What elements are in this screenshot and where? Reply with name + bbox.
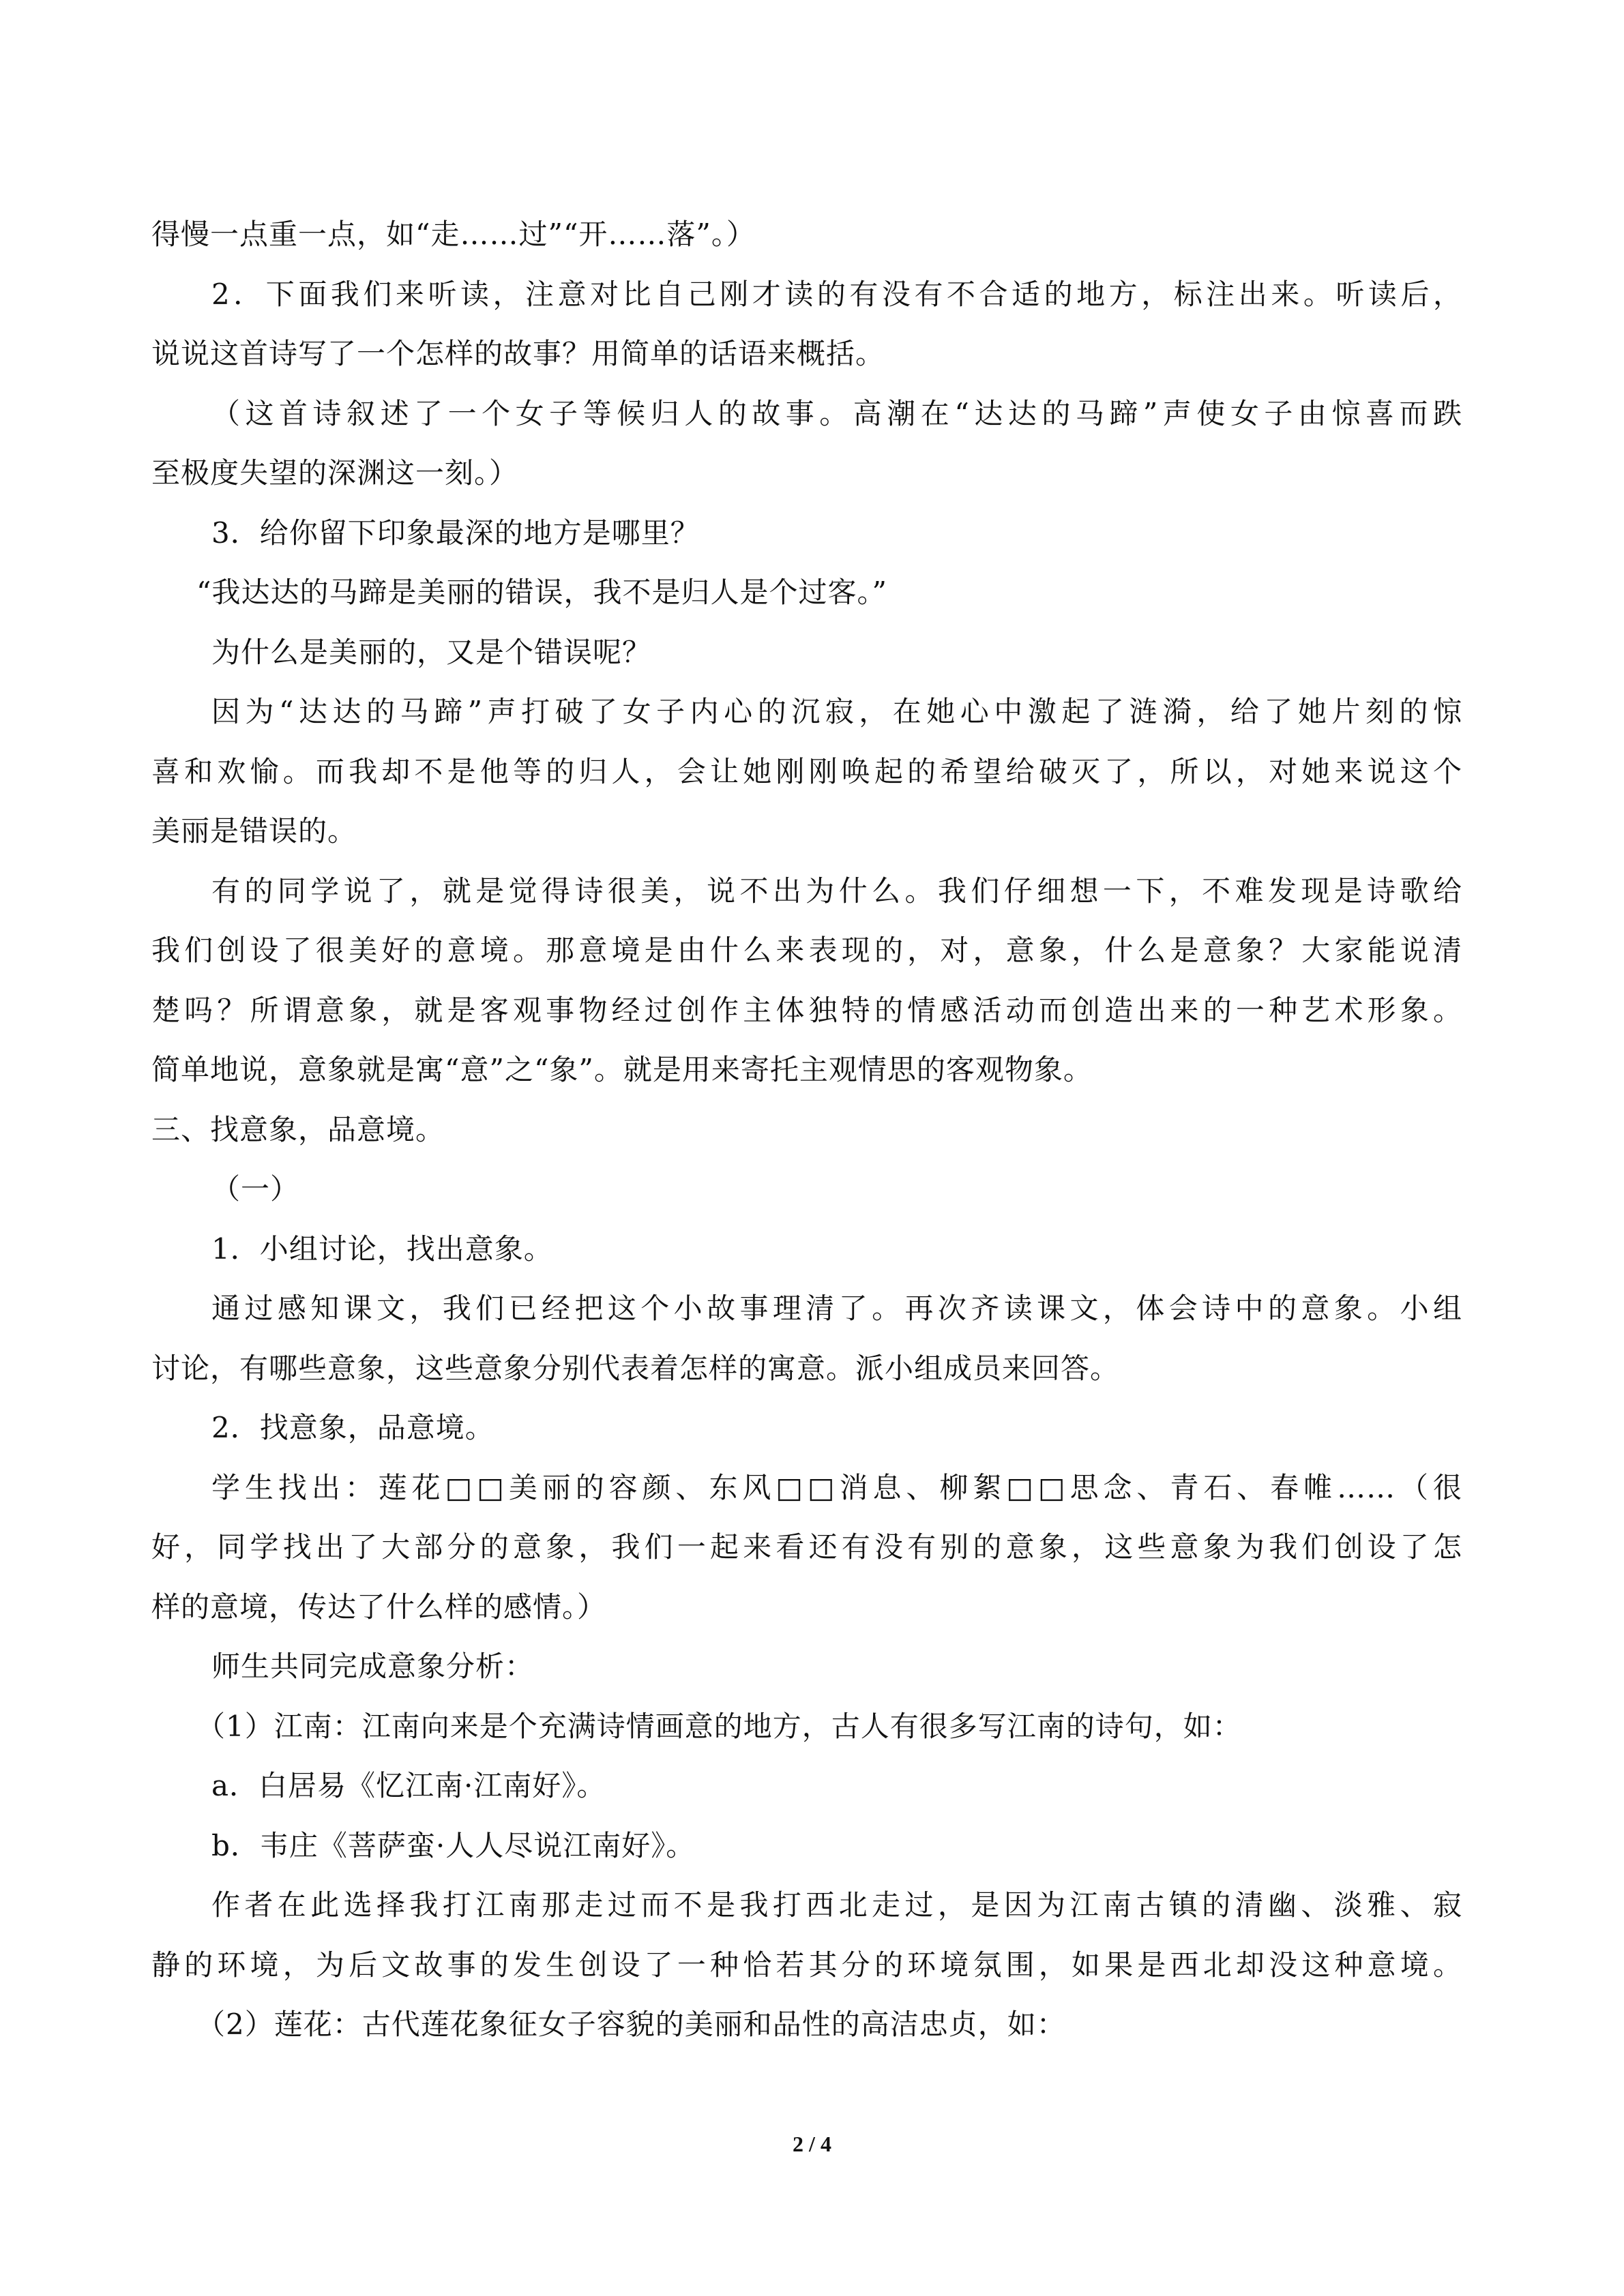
text-line: 2．下面我们来听读，注意对比自己刚才读的有没有不合适的地方，标注出来。听读后， bbox=[211, 277, 1462, 311]
text-line: 1．小组讨论，找出意象。 bbox=[211, 1232, 553, 1266]
text-line: 学生找出：莲花□□美丽的容颜、东风□□消息、柳絮□□思念、青石、春帷……（很 bbox=[211, 1470, 1462, 1504]
text-line: a．白居易《忆江南·江南好》。 bbox=[211, 1769, 606, 1802]
section-heading: 三、找意象，品意境。 bbox=[151, 1112, 445, 1146]
text-line: （2）莲花：古代莲花象征女子容貌的美丽和品性的高洁忠贞，如： bbox=[196, 2008, 1066, 2041]
text-line: 得慢一点重一点，如“走……过”“开……落”。） bbox=[151, 218, 756, 251]
text-line: 作者在此选择我打江南那走过而不是我打西北走过，是因为江南古镇的清幽、淡雅、寂 bbox=[211, 1888, 1462, 1922]
text-line: （1）江南：江南向来是个充满诗情画意的地方，古人有很多写江南的诗句，如： bbox=[196, 1709, 1242, 1743]
text-line: 美丽是错误的。 bbox=[151, 814, 357, 848]
text-line: 至极度失望的深渊这一刻。） bbox=[151, 456, 519, 490]
text-line: b．韦庄《菩萨蛮·人人尽说江南好》。 bbox=[211, 1828, 696, 1862]
text-line: 说说这首诗写了一个怎样的故事？用简单的话语来概括。 bbox=[151, 337, 885, 370]
text-line: 3．给你留下印象最深的地方是哪里？ bbox=[211, 516, 700, 550]
subsection-heading: （一） bbox=[211, 1172, 300, 1206]
text-line: 师生共同完成意象分析： bbox=[211, 1650, 535, 1683]
text-line: 为什么是美丽的，又是个错误呢？ bbox=[211, 635, 652, 669]
text-line: “我达达的马蹄是美丽的错误，我不是归人是个过客。” bbox=[196, 576, 887, 609]
page-number: 2 / 4 bbox=[793, 2132, 831, 2156]
text-line: 喜和欢愉。而我却不是他等的归人，会让她刚刚唤起的希望给破灭了，所以，对她来说这个 bbox=[151, 754, 1462, 788]
text-line: 讨论，有哪些意象，这些意象分别代表着怎样的寓意。派小组成员来回答。 bbox=[151, 1351, 1120, 1385]
text-line: 简单地说，意象就是寓“意”之“象”。就是用来寄托主观情思的客观物象。 bbox=[151, 1053, 1093, 1086]
text-line: （这首诗叙述了一个女子等候归人的故事。高潮在“达达的马蹄”声使女子由惊喜而跌 bbox=[211, 396, 1462, 430]
text-line: 静的环境，为后文故事的发生创设了一种恰若其分的环境氛围，如果是西北却没这种意境。 bbox=[151, 1948, 1462, 1982]
text-line: 有的同学说了，就是觉得诗很美，说不出为什么。我们仔细想一下，不难发现是诗歌给 bbox=[211, 874, 1462, 908]
document-body bbox=[151, 205, 1462, 2055]
text-line: 好，同学找出了大部分的意象，我们一起来看还有没有别的意象，这些意象为我们创设了怎 bbox=[151, 1530, 1462, 1564]
text-line: 通过感知课文，我们已经把这个小故事理清了。再次齐读课文，体会诗中的意象。小组 bbox=[211, 1292, 1462, 1325]
text-line: 楚吗？所谓意象，就是客观事物经过创作主体独特的情感活动而创造出来的一种艺术形象。 bbox=[151, 993, 1462, 1027]
text-line: 我们创设了很美好的意境。那意境是由什么来表现的，对，意象，什么是意象？大家能说清 bbox=[151, 934, 1462, 967]
text-line: 2．找意象，品意境。 bbox=[211, 1411, 494, 1444]
text-line: 样的意境，传达了什么样的感情。） bbox=[151, 1590, 607, 1624]
text-line: 因为“达达的马蹄”声打破了女子内心的沉寂，在她心中激起了涟漪，给了她片刻的惊 bbox=[211, 695, 1462, 728]
